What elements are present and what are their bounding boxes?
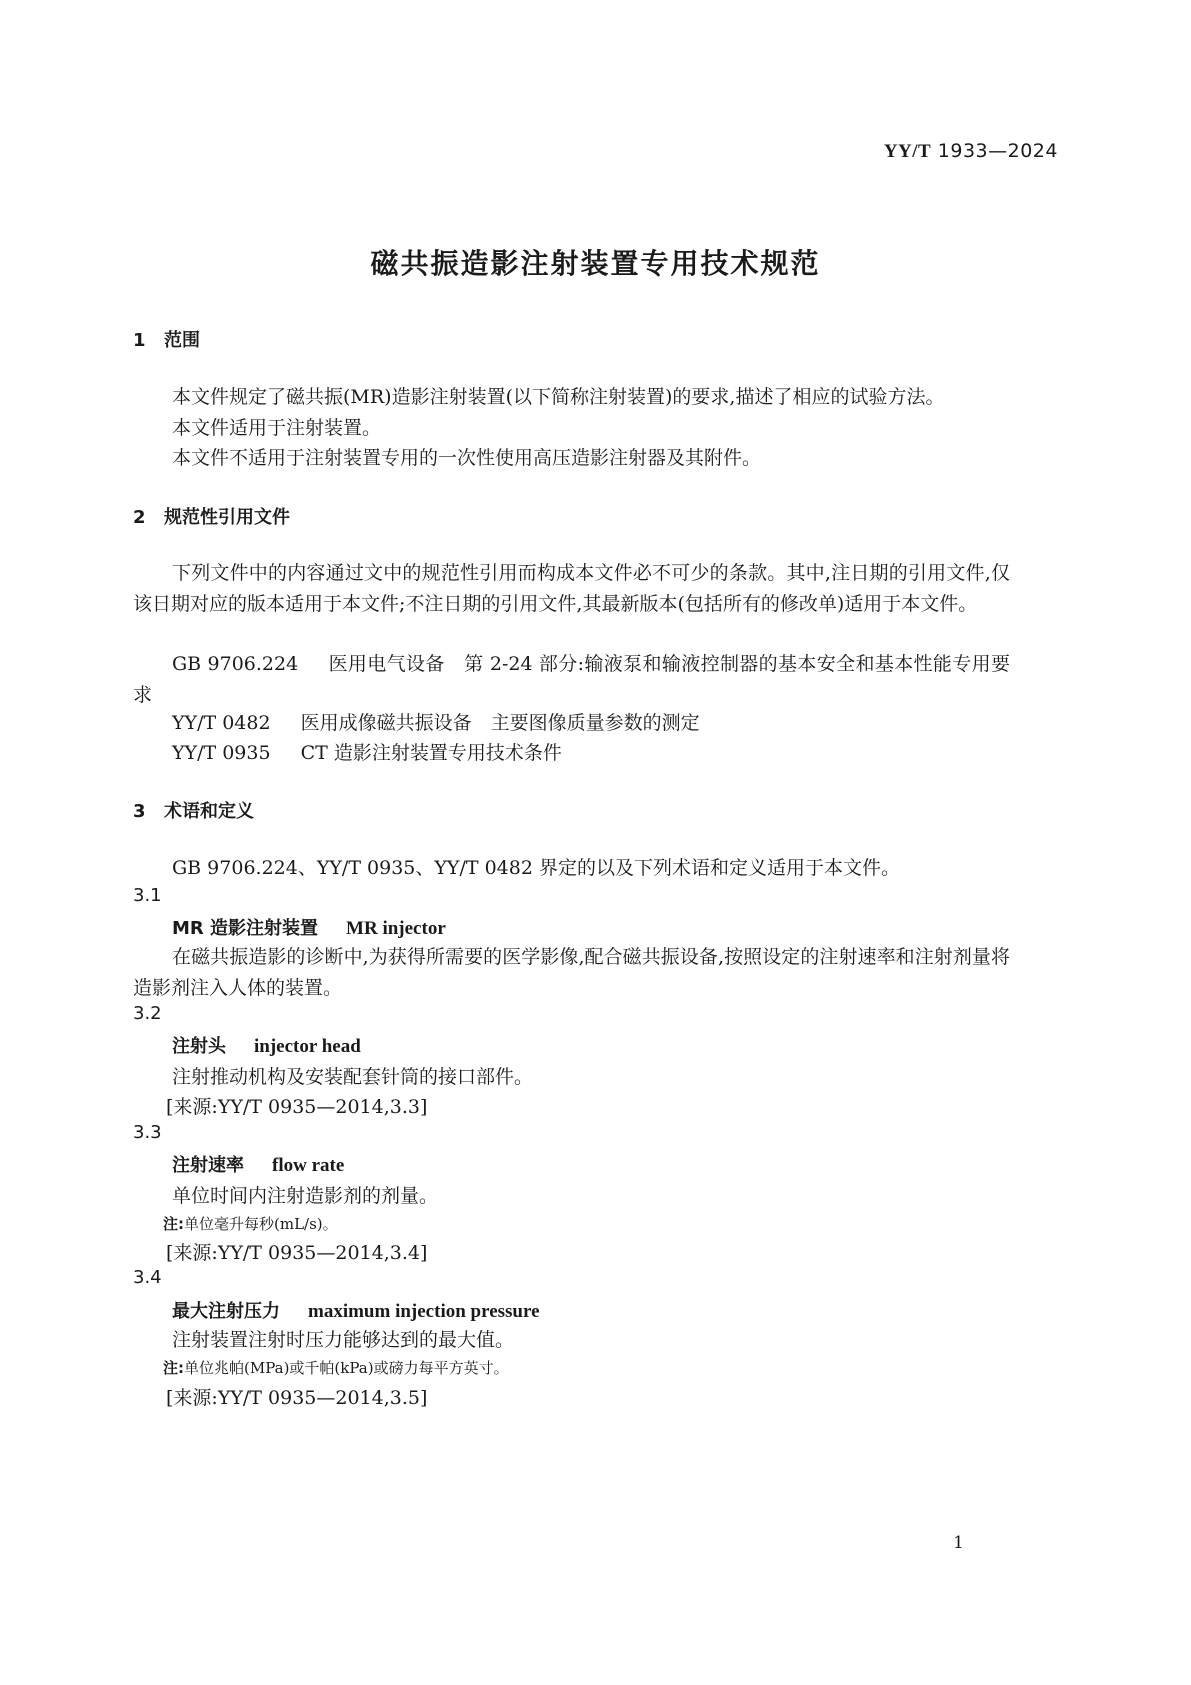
term-definition: 注射推动机构及安装配套针筒的接口部件。 <box>172 1066 534 1088</box>
section-1-para-1: 本文件规定了磁共振(MR)造影注射装置(以下简称注射装置)的要求,描述了相应的试验方法。 <box>172 386 945 408</box>
note-label: 注: <box>163 1359 184 1377</box>
term-en: flow rate <box>272 1155 345 1176</box>
term-definition: 单位时间内注射造影剂的剂量。 <box>172 1185 439 1207</box>
section-1-heading: 1 范围 <box>133 330 200 351</box>
reference-code: YY/T 0935 <box>172 742 271 764</box>
term-heading <box>172 1297 540 1323</box>
term-note <box>163 1357 509 1378</box>
term-definition: 注射装置注射时压力能够达到的最大值。 <box>172 1329 515 1351</box>
term-zh: 注射速率 <box>172 1155 244 1176</box>
section-3-intro: GB 9706.224、YY/T 0935、YY/T 0482 界定的以及下列术语和定义适用于本文件。 <box>172 857 900 879</box>
clause-number: 3.2 <box>133 1003 162 1024</box>
reference-title: CT 造影注射装置专用技术条件 <box>300 742 562 764</box>
term-en: maximum injection pressure <box>308 1301 540 1322</box>
standard-prefix: YY/T <box>883 141 932 162</box>
clause-number: 3.1 <box>133 885 162 906</box>
term-en: MR injector <box>346 918 446 939</box>
term-zh: 最大注射压力 <box>172 1301 280 1322</box>
reference-title: 医用电气设备 第 2-24 部分:输液泵和输液控制器的基本安全和基本性能专用要求 <box>133 653 1010 706</box>
section-1-para-3: 本文件不适用于注射装置专用的一次性使用高压造影注射器及其附件。 <box>172 447 762 469</box>
term-source: [来源:YY/T 0935—2014,3.5] <box>166 1387 428 1409</box>
reference-code: YY/T 0482 <box>172 712 271 734</box>
note-label: 注: <box>163 1215 184 1233</box>
standard-number <box>884 140 1058 163</box>
reference-code: GB 9706.224 <box>172 653 299 675</box>
clause-number: 3.3 <box>133 1122 162 1143</box>
clause-number: 3.4 <box>133 1267 162 1288</box>
reference-item <box>172 708 700 735</box>
section-3-heading: 3 术语和定义 <box>133 801 254 822</box>
term-source: [来源:YY/T 0935—2014,3.4] <box>166 1242 428 1264</box>
term-en: injector head <box>254 1036 361 1057</box>
reference-item <box>172 738 562 765</box>
term-zh: 注射头 <box>172 1036 226 1057</box>
term-heading <box>172 1151 344 1177</box>
term-definition: 在磁共振造影的诊断中,为获得所需要的医学影像,配合磁共振设备,按照设定的注射速率和注射剂量将造影剂注入人体的装置。 <box>133 946 1010 999</box>
term-note <box>163 1213 338 1234</box>
section-2-intro: 下列文件中的内容通过文中的规范性引用而构成本文件必不可少的条款。其中,注日期的引用文件,仅该日期对应的版本适用于本文件;不注日期的引用文件,其最新版本(包括所有的修改单)适用于本文件。 <box>133 562 1010 615</box>
term-heading <box>172 914 446 940</box>
section-1-para-2: 本文件适用于注射装置。 <box>172 417 382 439</box>
reference-title: 医用成像磁共振设备 主要图像质量参数的测定 <box>300 712 700 734</box>
note-text: 单位兆帕(MPa)或千帕(kPa)或磅力每平方英寸。 <box>184 1359 509 1377</box>
note-text: 单位毫升每秒(mL/s)。 <box>184 1215 338 1233</box>
document-title: 磁共振造影注射装置专用技术规范 <box>370 247 821 280</box>
term-heading <box>172 1032 361 1058</box>
term-zh: MR 造影注射装置 <box>172 918 319 939</box>
page-number: 1 <box>953 1533 964 1553</box>
reference-item <box>133 649 1010 711</box>
section-2-heading: 2 规范性引用文件 <box>133 507 290 528</box>
term-source: [来源:YY/T 0935—2014,3.3] <box>166 1096 428 1118</box>
standard-code: 1933—2024 <box>937 140 1058 162</box>
